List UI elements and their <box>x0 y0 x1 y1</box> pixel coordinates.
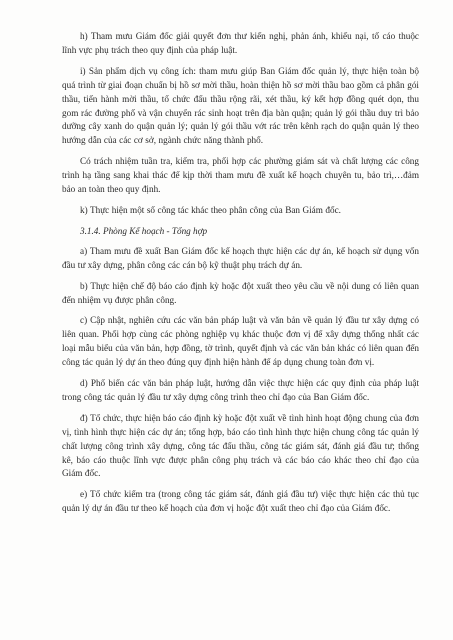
section-heading: 3.1.4. Phòng Kế hoạch - Tổng hợp <box>80 225 208 236</box>
paragraph-e: e) Tổ chức kiểm tra (trong công tác giám sát, đánh giá đầu tư) việc thực hiện các thủ tục quản lý dự án đầu tư theo kế hoạch của đơn vị hoặc đột xuất theo chỉ đạo của Giám đốc. <box>62 489 419 514</box>
paragraph-h: h) Tham mưu Giám đốc giải quyết đơn thư kiến nghị, phản ánh, khiếu nại, tố cáo thuộc lĩnh vực phụ trách theo quy định của pháp luật. <box>62 31 419 55</box>
paragraph-k: k) Thực hiện một số công tác khác theo phân công của Ban Giám đốc. <box>80 204 341 215</box>
paragraph-b: b) Thực hiện chế độ báo cáo định kỳ hoặc đột xuất theo yêu cầu về nội dung có liên quan đến nhiệm vụ được phân công. <box>62 280 419 305</box>
paragraph-d: d) Phổ biến các văn bản pháp luật, hướng dẫn việc thực hiện các quy định của pháp luật trong công tác quản lý đầu tư xây dựng công trình theo chỉ đạo của Ban Giám đốc. <box>62 378 419 402</box>
paragraph-c: c) Cập nhật, nghiên cứu các văn bản pháp luật và văn bản về quản lý đầu tư xây dựng có liên quan. Phối hợp cùng các phòng nghiệp vụ khác thuộc đơn vị để xây dựng thống nhất các loại mẫu biểu của văn bản, hợp đồng, tờ trình, quyết định và các văn bản khác có liên quan đến công tác quản lý dự án theo đúng quy định hiện hành để áp dụng chung toàn đơn vị. <box>62 315 419 368</box>
paragraph-i: i) Sản phẩm dịch vụ công ích: tham mưu giúp Ban Giám đốc quản lý, thực hiện toàn bộ quá trình từ giai đoạn chuẩn bị hồ sơ mời thầu, hoàn thiện hồ sơ mời thầu bao gồm cả phân gói thầu, tiến hành mời thầu, tổ chức đấu thầu rộng rãi, xét thầu, ký kết hợp đồng quét dọn, thu gom rác đường phố và vận chuyển rác sinh hoạt trên địa bàn quận; quản lý gói thầu duy trì bảo dưỡng cây xanh do quận quản lý; quản lý gói thầu vớt rác trên kênh rạch do quận quản lý theo hướng dẫn của các cơ sở, ngành chức năng thành phố. <box>62 65 419 146</box>
paragraph-a: a) Tham mưu đề xuất Ban Giám đốc kế hoạch thực hiện các dự án, kế hoạch sử dụng vốn đầu tư xây dựng, phân công các cán bộ kỹ thuật phụ trách dự án. <box>62 245 419 270</box>
paragraph-dd: đ) Tổ chức, thực hiện báo cáo định kỳ hoặc đột xuất về tình hình hoạt động chung của đơn vị, tình hình thực hiện các dự án; tổng hợp, báo cáo tình hình thực hiện chung công tác quản lý chất lượng công trình xây dựng, công tác đấu thầu, công tác giám sát, đánh giá đầu tư; thống kê, báo cáo thuộc lĩnh vực được phân công phụ trách và các báo cáo khác theo chỉ đạo của Giám đốc. <box>62 412 419 479</box>
paragraph-responsibility: Có trách nhiệm tuần tra, kiểm tra, phối hợp các phường giám sát và chất lượng các công trình hạ tầng sang khai thác để kịp thời tham mưu đề xuất kế hoạch chuyên tu, bảo trì,…đảm bảo an toàn theo quy định. <box>62 156 419 195</box>
